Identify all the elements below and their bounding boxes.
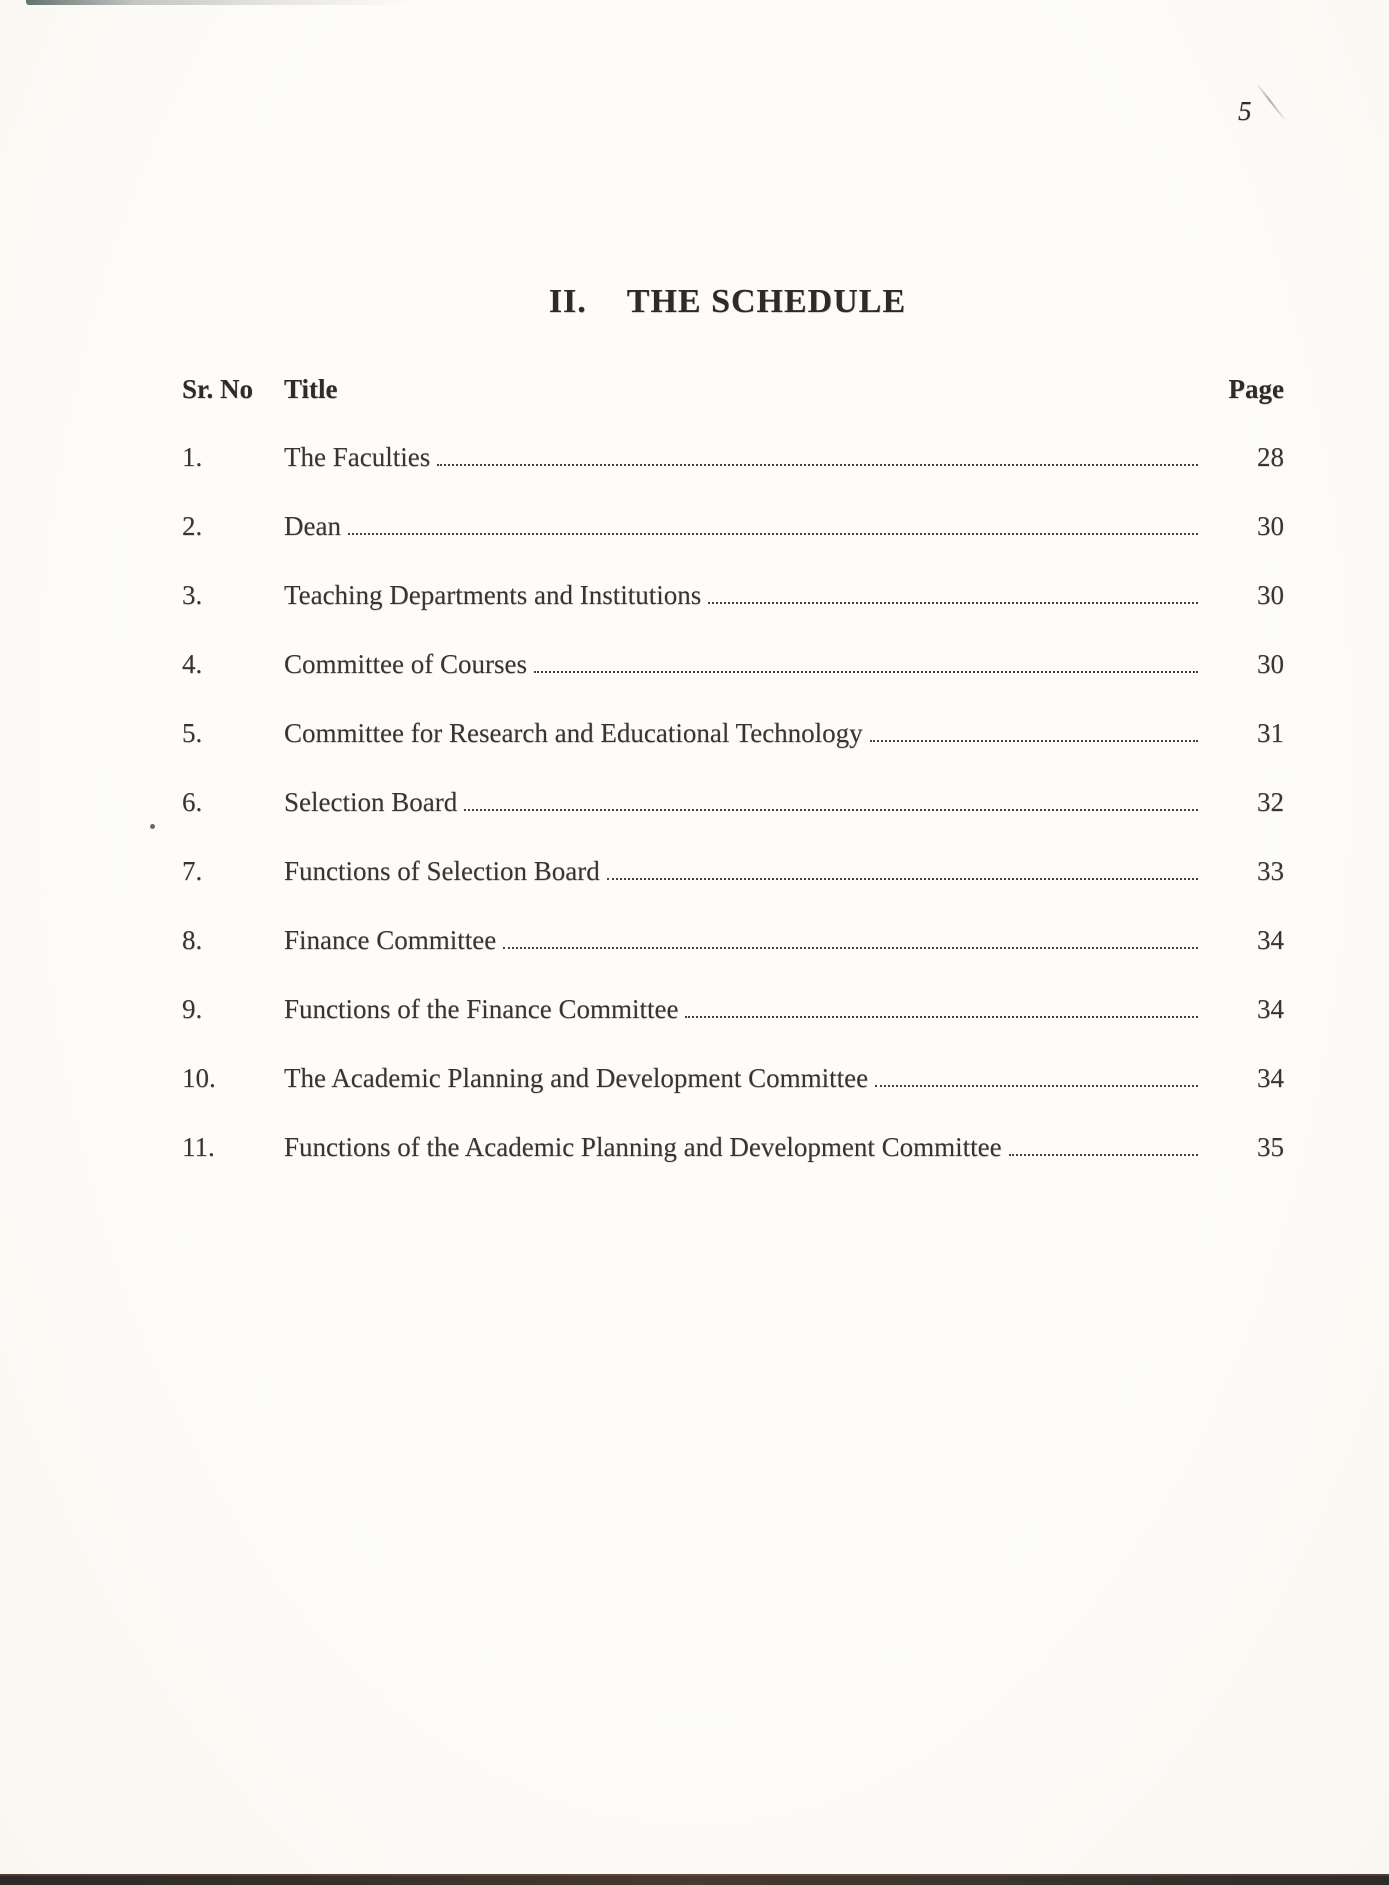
table-of-contents — [182, 372, 1284, 1199]
title-text: THE SCHEDULE — [626, 283, 907, 320]
row-title: Selection Board — [284, 787, 458, 817]
title-roman-numeral: II. — [548, 283, 587, 320]
row-title: Dean — [284, 511, 341, 541]
row-page-number: 34 — [1257, 925, 1284, 955]
dot-leader — [685, 988, 1198, 1018]
row-title: The Faculties — [284, 442, 431, 472]
dot-leader — [503, 919, 1198, 949]
row-number: 2. — [182, 511, 203, 541]
dot-leader — [708, 574, 1198, 604]
row-page-number: 33 — [1257, 856, 1284, 886]
row-title: Committee of Courses — [284, 649, 527, 679]
row-number: 1. — [182, 442, 203, 472]
row-title: Functions of Selection Board — [284, 856, 600, 886]
dot-leader — [607, 850, 1198, 880]
scan-dot-artifact — [150, 824, 155, 829]
toc-row — [182, 1130, 1284, 1164]
row-page-number: 28 — [1257, 442, 1284, 472]
scan-edge-smudge — [26, 0, 416, 5]
row-number: 4. — [182, 649, 203, 679]
dot-leader — [464, 781, 1198, 811]
row-title: Finance Committee — [284, 925, 497, 955]
row-page-number: 30 — [1257, 511, 1284, 541]
row-page-number: 30 — [1257, 580, 1284, 610]
row-number: 9. — [182, 994, 203, 1024]
toc-row — [182, 992, 1284, 1026]
row-title: Functions of the Finance Committee — [284, 994, 679, 1024]
toc-header-title: Title — [284, 374, 338, 404]
toc-row — [182, 854, 1284, 888]
toc-row — [182, 440, 1284, 474]
row-number: 11. — [182, 1132, 215, 1162]
row-page-number: 34 — [1257, 994, 1284, 1024]
row-title: The Academic Planning and Development Committee — [284, 1063, 869, 1093]
scan-diagonal-mark — [1257, 84, 1286, 120]
row-page-number: 31 — [1257, 718, 1284, 748]
toc-row — [182, 716, 1284, 750]
row-number: 8. — [182, 925, 203, 955]
dot-leader — [1009, 1126, 1198, 1156]
page-number: 5 — [1238, 96, 1252, 126]
row-number: 10. — [182, 1063, 216, 1093]
row-number: 5. — [182, 718, 203, 748]
row-page-number: 35 — [1257, 1132, 1284, 1162]
dot-leader — [534, 643, 1198, 673]
row-number: 3. — [182, 580, 203, 610]
row-title: Functions of the Academic Planning and Development Committee — [284, 1132, 1002, 1162]
dot-leader — [875, 1057, 1198, 1087]
toc-row — [182, 578, 1284, 612]
toc-header-row — [182, 372, 1284, 406]
scan-bottom-band — [0, 1874, 1389, 1885]
row-title: Committee for Research and Educational Technology — [284, 718, 863, 748]
dot-leader — [348, 505, 1198, 535]
row-page-number: 30 — [1257, 649, 1284, 679]
dot-leader — [870, 712, 1198, 742]
row-number: 6. — [182, 787, 203, 817]
toc-row — [182, 647, 1284, 681]
row-title: Teaching Departments and Institutions — [284, 580, 702, 610]
toc-header-sr-no: Sr. No — [182, 374, 254, 404]
toc-header-page: Page — [1228, 374, 1284, 404]
toc-row — [182, 1061, 1284, 1095]
row-number: 7. — [182, 856, 203, 886]
document-title — [0, 283, 1389, 321]
dot-leader — [437, 436, 1198, 466]
toc-row — [182, 509, 1284, 543]
toc-row — [182, 785, 1284, 819]
row-page-number: 32 — [1257, 787, 1284, 817]
row-page-number: 34 — [1257, 1063, 1284, 1093]
toc-row — [182, 923, 1284, 957]
